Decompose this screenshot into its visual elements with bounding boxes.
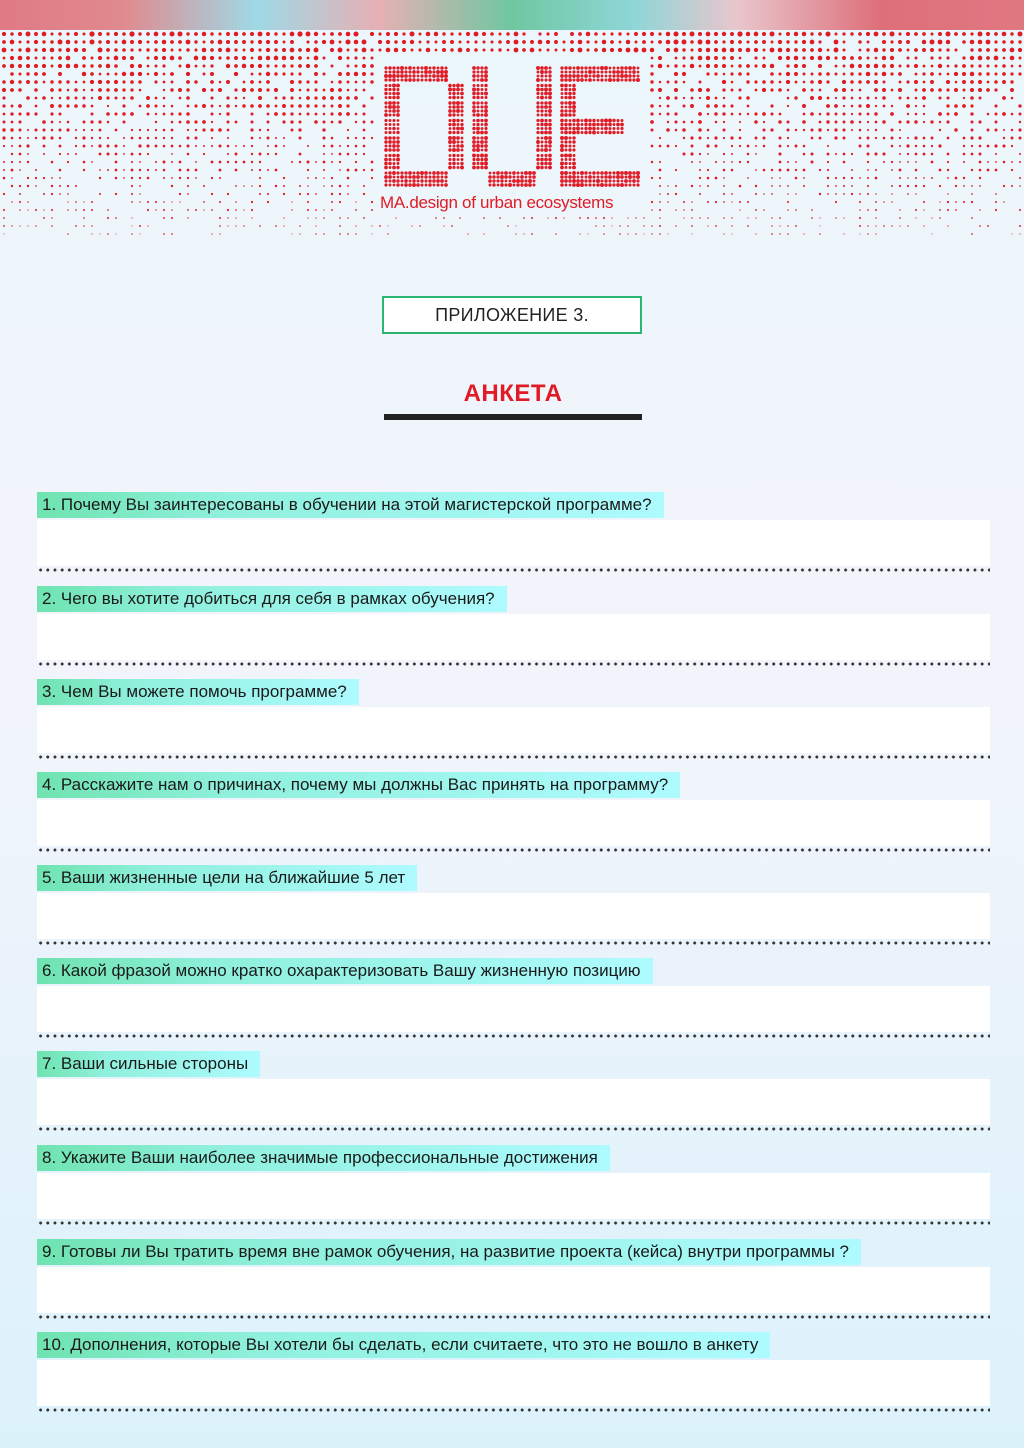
dotted-line [37, 1034, 990, 1038]
dotted-line [37, 662, 990, 666]
answer-field-6[interactable] [37, 986, 990, 1032]
question-7 [37, 1051, 990, 1125]
dotted-line [37, 1315, 990, 1319]
answer-field-1[interactable] [37, 520, 990, 566]
question-4 [37, 772, 990, 846]
answer-field-8[interactable] [37, 1173, 990, 1219]
answer-field-5[interactable] [37, 893, 990, 939]
question-10 [37, 1332, 990, 1406]
answer-field-7[interactable] [37, 1079, 990, 1125]
dotted-line [37, 1221, 990, 1225]
question-label: 4. Расскажите нам о причинах, почему мы должны Вас принять на программу? [37, 772, 680, 798]
question-3 [37, 679, 990, 753]
dotted-line [37, 755, 990, 759]
dotted-line [37, 941, 990, 945]
dotted-line [37, 568, 990, 572]
logo-letters-due [380, 62, 644, 190]
dotted-line [37, 1127, 990, 1131]
question-label: 5. Ваши жизненные цели на ближайшие 5 лет [37, 865, 417, 891]
title-underline [384, 414, 642, 420]
question-1 [37, 492, 990, 566]
question-label: 2. Чего вы хотите добиться для себя в рамках обучения? [37, 586, 507, 612]
question-label: 3. Чем Вы можете помочь программе? [37, 679, 359, 705]
dotted-line [37, 1408, 990, 1412]
header-color-strip [0, 0, 1024, 30]
question-9 [37, 1239, 990, 1313]
answer-field-9[interactable] [37, 1267, 990, 1313]
question-label: 9. Готовы ли Вы тратить время вне рамок обучения, на развитие проекта (кейса) внутри программы ? [37, 1239, 861, 1265]
question-8 [37, 1145, 990, 1219]
dotted-line [37, 848, 990, 852]
answer-field-4[interactable] [37, 800, 990, 846]
question-label: 7. Ваши сильные стороны [37, 1051, 260, 1077]
form-title: АНКЕТА [463, 380, 563, 407]
question-label: 10. Дополнения, которые Вы хотели бы сделать, если считаете, что это не вошло в анкету [37, 1332, 770, 1358]
answer-field-3[interactable] [37, 707, 990, 753]
answer-field-10[interactable] [37, 1360, 990, 1406]
question-5 [37, 865, 990, 939]
answer-field-2[interactable] [37, 614, 990, 660]
logo-tagline: MA.design of urban ecosystems [380, 193, 614, 212]
question-6 [37, 958, 990, 1032]
question-label: 1. Почему Вы заинтересованы в обучении на этой магистерской программе? [37, 492, 664, 518]
question-label: 8. Укажите Ваши наиболее значимые профессиональные достижения [37, 1145, 610, 1171]
appendix-label: ПРИЛОЖЕНИЕ 3. [382, 296, 642, 334]
program-logo [380, 62, 644, 222]
question-2 [37, 586, 990, 660]
question-label: 6. Какой фразой можно кратко охарактеризовать Вашу жизненную позицию [37, 958, 653, 984]
